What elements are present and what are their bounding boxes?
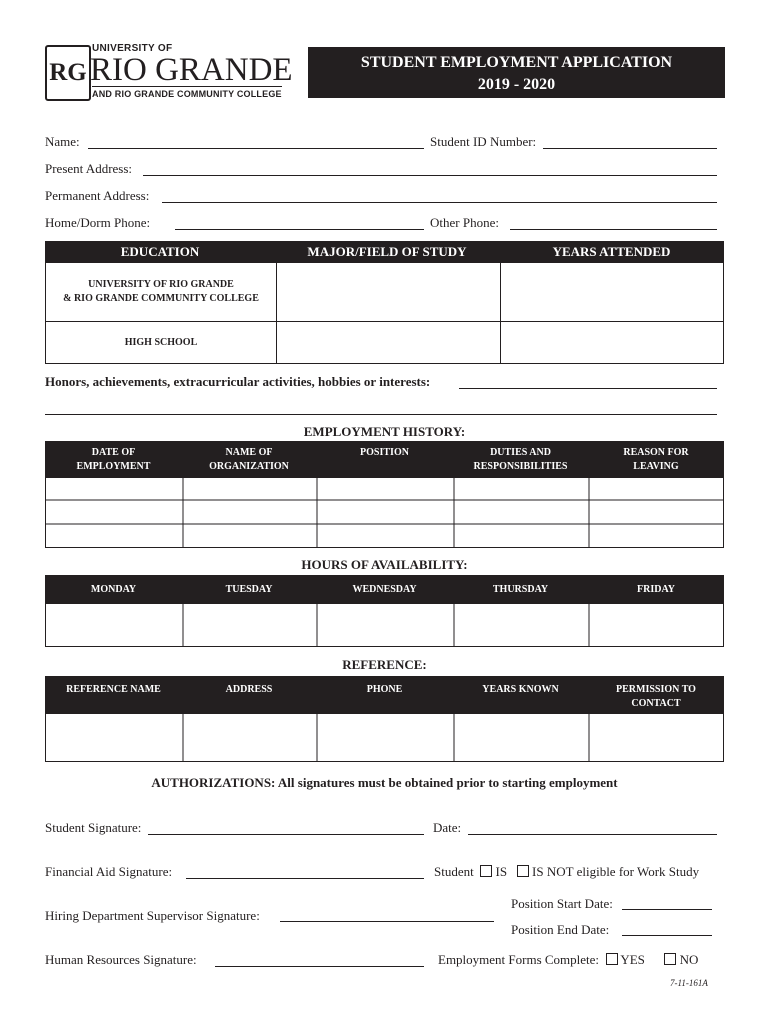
logo-main-text: RIO GRANDE: [90, 52, 293, 88]
end-date-field[interactable]: [622, 935, 712, 936]
logo-top-text: UNIVERSITY OF: [92, 43, 173, 54]
permanent-address-field[interactable]: [162, 202, 717, 203]
reference-table[interactable]: [45, 713, 724, 762]
student-signature-field[interactable]: [148, 834, 424, 835]
reference-permission-header: PERMISSION TO CONTACT: [616, 684, 696, 709]
student-word: Student: [434, 864, 474, 879]
name-label: Name:: [45, 134, 80, 149]
education-header: [45, 241, 724, 262]
honors-field[interactable]: [459, 388, 717, 389]
is-not-eligible-checkbox[interactable]: [517, 865, 529, 877]
permanent-address-label: Permanent Address:: [45, 188, 150, 203]
employment-duties-header: DUTIES AND RESPONSIBILITIES: [473, 447, 568, 472]
day-friday: FRIDAY: [637, 584, 675, 595]
university-years-cell[interactable]: [501, 263, 723, 322]
forms-complete: [438, 952, 698, 968]
authorizations-title: AUTHORIZATIONS: All signatures must be obtained prior to starting employment: [151, 775, 618, 790]
reference-address-header: ADDRESS: [225, 684, 273, 695]
student-signature-label: Student Signature:: [45, 820, 142, 835]
form-title-box: [308, 47, 725, 98]
employment-date-header: DATE OF EMPLOYMENT: [76, 447, 151, 472]
logo-rule: [92, 86, 282, 87]
employment-header: [45, 441, 724, 477]
no-label: NO: [679, 952, 699, 967]
logo-mark-text: RG: [49, 59, 87, 86]
financial-aid-signature-field[interactable]: [186, 878, 424, 879]
availability-table[interactable]: [45, 603, 724, 647]
end-date-label: Position End Date:: [511, 922, 610, 937]
highschool-major-cell[interactable]: [277, 322, 501, 363]
reference-grid-lines: [46, 714, 723, 761]
university-major-cell[interactable]: [277, 263, 501, 322]
logo-bottom-text: AND RIO GRANDE COMMUNITY COLLEGE: [92, 89, 282, 99]
hr-signature-field[interactable]: [215, 966, 424, 967]
student-id-label: Student ID Number:: [430, 134, 537, 149]
yes-label: YES: [620, 952, 645, 967]
reference-phone-header: PHONE: [366, 684, 403, 695]
name-field[interactable]: [88, 148, 424, 149]
other-phone-label: Other Phone:: [430, 215, 499, 230]
employment-position-header: POSITION: [360, 447, 409, 458]
student-id-field[interactable]: [543, 148, 717, 149]
honors-field-line2[interactable]: [45, 414, 717, 415]
day-wednesday: WEDNESDAY: [352, 584, 417, 595]
form-year: 2019 - 2020: [477, 76, 556, 93]
home-phone-field[interactable]: [175, 229, 424, 230]
start-date-field[interactable]: [622, 909, 712, 910]
reference-header: [45, 676, 724, 713]
availability-title: HOURS OF AVAILABILITY:: [301, 557, 468, 572]
employment-grid-lines: [46, 478, 723, 547]
honors-label: Honors, achievements, extracurricular activities, hobbies or interests:: [45, 374, 431, 389]
university-line1: UNIVERSITY OF RIO GRANDE: [88, 279, 234, 290]
education-table: [45, 262, 724, 364]
financial-aid-signature-label: Financial Aid Signature:: [45, 864, 173, 879]
major-col-header: MAJOR/FIELD OF STUDY: [307, 243, 467, 259]
education-highschool-cell: [46, 322, 277, 363]
date-field[interactable]: [468, 834, 717, 835]
supervisor-signature-label: Hiring Department Supervisor Signature:: [45, 908, 260, 923]
availability-header: [45, 575, 724, 603]
employment-table: [45, 477, 724, 548]
employment-history-title: EMPLOYMENT HISTORY:: [303, 424, 466, 439]
availability-grid-lines: [46, 604, 723, 646]
supervisor-signature-field[interactable]: [280, 921, 494, 922]
employment-reason-header: REASON FOR LEAVING: [623, 447, 689, 472]
education-university-cell: [46, 263, 277, 322]
years-col-header: YEARS ATTENDED: [552, 243, 671, 259]
is-not-label: IS NOT eligible for Work Study: [532, 864, 700, 879]
forms-complete-label: Employment Forms Complete:: [438, 952, 600, 967]
day-thursday: THURSDAY: [492, 584, 549, 595]
education-col-header: EDUCATION: [120, 243, 200, 259]
hr-signature-label: Human Resources Signature:: [45, 952, 197, 967]
is-eligible-checkbox[interactable]: [480, 865, 492, 877]
work-study-eligibility: [434, 864, 699, 880]
reference-title: REFERENCE:: [342, 657, 427, 672]
employment-org-header: NAME OF ORGANIZATION: [209, 447, 289, 472]
present-address-label: Present Address:: [45, 161, 133, 176]
forms-yes-checkbox[interactable]: [606, 953, 618, 965]
form-title: STUDENT EMPLOYMENT APPLICATION: [360, 54, 673, 71]
present-address-field[interactable]: [143, 175, 717, 176]
university-logo-mark: [45, 45, 91, 101]
reference-years-header: YEARS KNOWN: [482, 684, 559, 695]
other-phone-field[interactable]: [510, 229, 717, 230]
home-phone-label: Home/Dorm Phone:: [45, 215, 151, 230]
highschool-label: HIGH SCHOOL: [124, 337, 198, 348]
reference-name-header: REFERENCE NAME: [66, 684, 161, 695]
university-line2: & RIO GRANDE COMMUNITY COLLEGE: [63, 293, 259, 304]
date-label: Date:: [433, 820, 462, 835]
form-code: 7-11-161A: [670, 978, 708, 988]
forms-no-checkbox[interactable]: [664, 953, 676, 965]
highschool-years-cell[interactable]: [501, 322, 723, 363]
day-tuesday: TUESDAY: [225, 584, 273, 595]
is-label: IS: [495, 864, 508, 879]
start-date-label: Position Start Date:: [511, 896, 613, 911]
day-monday: MONDAY: [90, 584, 137, 595]
